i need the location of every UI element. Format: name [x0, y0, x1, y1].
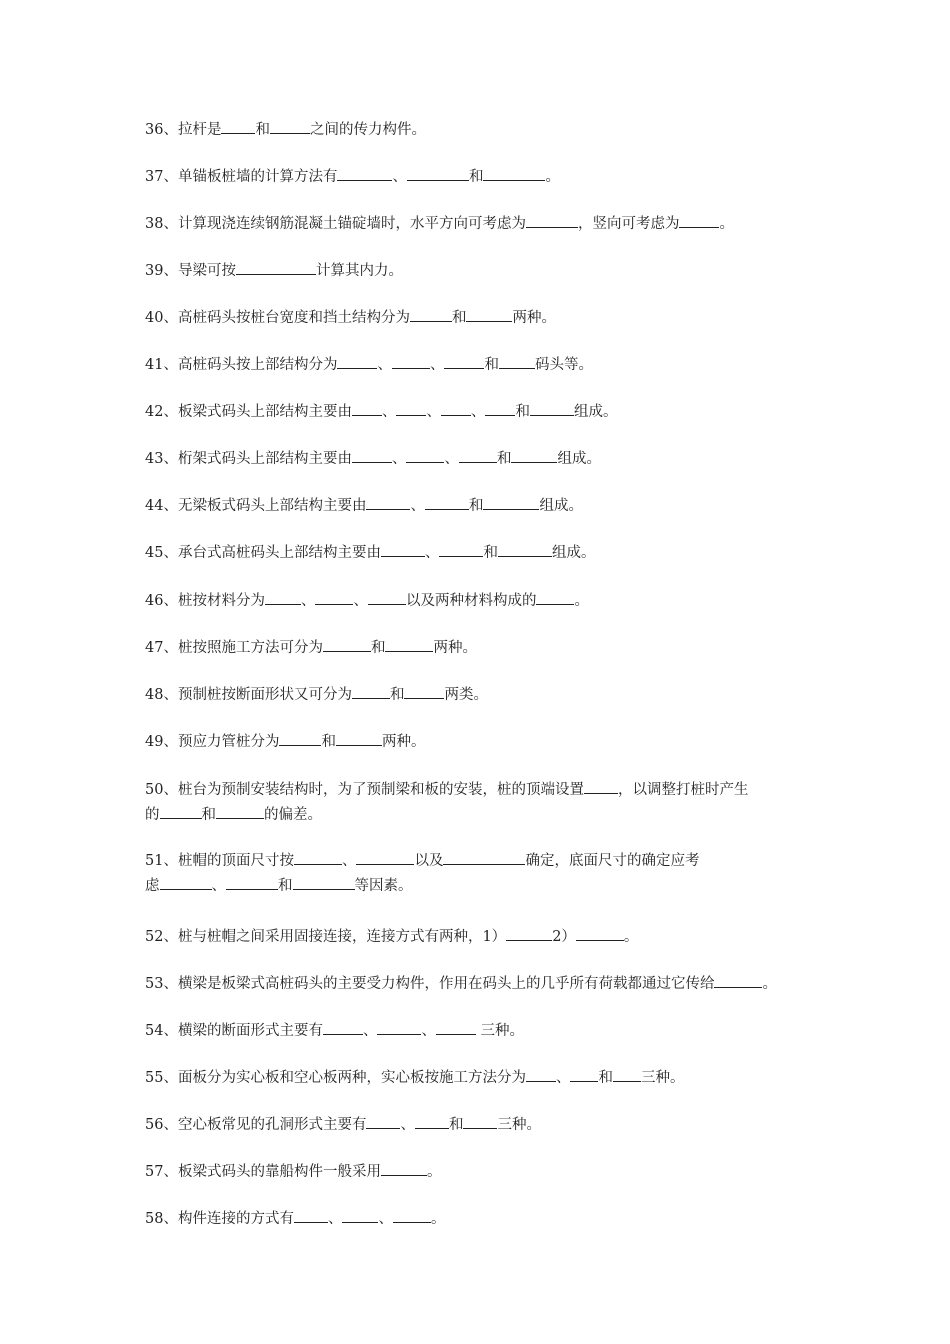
answer-blank[interactable]	[385, 637, 433, 652]
question-text: 43、桁架式码头上部结构主要由	[145, 451, 352, 467]
question-text: 和	[468, 169, 484, 185]
question-text: 和	[278, 878, 293, 894]
answer-blank[interactable]	[406, 448, 444, 463]
question-text: 和	[321, 734, 336, 750]
answer-blank[interactable]	[530, 401, 574, 416]
question-text: 41、高桩码头按上部结构分为	[145, 357, 338, 373]
question-text: 52、桩与桩帽之间采用固接连接，连接方式有两种，1）	[145, 929, 507, 945]
answer-blank[interactable]	[323, 637, 371, 652]
question-text: 39、导梁可按	[145, 263, 236, 279]
question-text: ，以调整打桩时产生	[617, 782, 749, 798]
answer-blank[interactable]	[466, 307, 512, 322]
question-text: 三种。	[640, 1070, 685, 1086]
question-48	[145, 683, 825, 708]
question-continuation	[145, 874, 825, 899]
answer-blank[interactable]	[352, 401, 382, 416]
question-text: 确定，底面尺寸的确定应考	[525, 853, 700, 869]
question-text: 和	[515, 404, 530, 420]
answer-blank[interactable]	[483, 166, 545, 181]
question-text: 56、空心板常见的孔洞形式主要有	[145, 1117, 367, 1133]
answer-blank[interactable]	[463, 1114, 497, 1129]
answer-blank[interactable]	[352, 684, 390, 699]
answer-blank[interactable]	[279, 731, 321, 746]
question-text: 53、横梁是板梁式高桩码头的主要受力构件，作用在码头上的几乎所有荷载都通过它传给	[145, 976, 715, 992]
answer-blank[interactable]	[444, 354, 484, 369]
answer-blank[interactable]	[294, 1208, 328, 1223]
question-39	[145, 259, 825, 284]
question-text: 等因素。	[354, 878, 413, 894]
question-text: 计算其内力。	[315, 263, 403, 279]
question-text: 组成。	[573, 404, 618, 420]
answer-blank[interactable]	[226, 875, 278, 890]
answer-blank[interactable]	[584, 779, 618, 794]
question-text: 50、桩台为预制安装结构时，为了预制梁和板的安装，桩的顶端设置	[145, 782, 584, 798]
question-40	[145, 306, 825, 331]
question-37	[145, 165, 825, 190]
question-text: 36、拉杆是	[145, 122, 222, 138]
answer-blank[interactable]	[221, 119, 255, 134]
question-text: 、	[426, 404, 441, 420]
answer-blank[interactable]	[216, 804, 264, 819]
answer-blank[interactable]	[352, 448, 392, 463]
question-text: 和	[389, 687, 405, 703]
answer-blank[interactable]	[265, 590, 301, 605]
question-text: 和	[451, 310, 467, 326]
answer-blank[interactable]	[570, 1067, 598, 1082]
answer-blank[interactable]	[526, 1067, 556, 1082]
question-text: 。	[426, 1164, 442, 1180]
question-text: 51、桩帽的顶面尺寸按	[145, 853, 294, 869]
answer-blank[interactable]	[498, 542, 552, 557]
question-text: 和	[448, 1117, 464, 1133]
answer-blank[interactable]	[439, 542, 483, 557]
question-text: 40、高桩码头按桩台宽度和挡土结构分为	[145, 310, 410, 326]
question-text: 和	[201, 807, 216, 823]
question-text: 两种。	[381, 734, 426, 750]
question-44	[145, 494, 825, 519]
question-text: 、	[341, 853, 357, 869]
question-text: 49、预应力管桩分为	[145, 734, 280, 750]
question-57	[145, 1160, 825, 1185]
answer-blank[interactable]	[526, 213, 578, 228]
question-text: 47、桩按照施工方法可分为	[145, 640, 323, 656]
question-text: 、	[377, 357, 392, 373]
question-text: 、	[470, 404, 486, 420]
question-47	[145, 636, 825, 661]
answer-blank[interactable]	[368, 590, 406, 605]
question-continuation	[145, 803, 825, 828]
answer-blank[interactable]	[366, 495, 410, 510]
answer-blank[interactable]	[323, 1020, 363, 1035]
question-text: 、	[421, 1023, 436, 1039]
answer-blank[interactable]	[576, 926, 624, 941]
answer-blank[interactable]	[236, 260, 316, 275]
question-text: 48、预制桩按断面形状又可分为	[145, 687, 352, 703]
answer-blank[interactable]	[270, 119, 310, 134]
answer-blank[interactable]	[337, 354, 377, 369]
answer-blank[interactable]	[679, 213, 719, 228]
answer-blank[interactable]	[443, 850, 525, 865]
question-56	[145, 1113, 825, 1138]
answer-blank[interactable]	[336, 731, 382, 746]
question-52	[145, 925, 825, 950]
question-49	[145, 730, 825, 755]
answer-blank[interactable]	[404, 684, 444, 699]
question-text: 。	[574, 593, 589, 609]
question-text: 和	[370, 640, 386, 656]
question-text: 。	[545, 169, 560, 185]
question-text: 组成。	[551, 545, 596, 561]
question-text: 和	[255, 122, 270, 138]
answer-blank[interactable]	[160, 804, 202, 819]
answer-blank[interactable]	[392, 354, 430, 369]
question-text: 、	[378, 1211, 393, 1227]
answer-blank[interactable]	[366, 1114, 400, 1129]
answer-blank[interactable]	[506, 926, 552, 941]
question-text: 以及	[414, 853, 444, 869]
question-50	[145, 778, 825, 828]
question-text: 54、横梁的断面形式主要有	[145, 1023, 323, 1039]
answer-blank[interactable]	[356, 850, 414, 865]
question-text: 、	[424, 545, 440, 561]
question-text: 以及两种材料构成的	[405, 593, 537, 609]
answer-blank[interactable]	[393, 1208, 431, 1223]
answer-blank[interactable]	[425, 495, 469, 510]
answer-blank[interactable]	[315, 590, 353, 605]
question-53	[145, 972, 825, 997]
answer-blank[interactable]	[293, 875, 355, 890]
question-text: 两类。	[444, 687, 488, 703]
question-45	[145, 541, 825, 566]
question-text: 、	[410, 498, 425, 514]
question-text: 和	[483, 545, 498, 561]
answer-blank[interactable]	[415, 1114, 449, 1129]
answer-blank[interactable]	[407, 166, 469, 181]
question-text: 、	[444, 451, 459, 467]
question-43	[145, 447, 825, 472]
answer-blank[interactable]	[485, 401, 515, 416]
question-text: 、	[555, 1070, 571, 1086]
question-38	[145, 212, 825, 237]
answer-blank[interactable]	[459, 448, 497, 463]
question-text: 。	[719, 216, 734, 232]
question-text: 的偏差。	[264, 807, 322, 823]
question-text: 、	[327, 1211, 343, 1227]
question-text: 、	[392, 169, 407, 185]
question-text: 、	[429, 357, 445, 373]
question-text: 42、板梁式码头上部结构主要由	[145, 404, 352, 420]
question-text: 和	[496, 451, 512, 467]
question-54	[145, 1019, 825, 1044]
question-text: 、	[391, 451, 407, 467]
answer-blank[interactable]	[381, 542, 425, 557]
question-41	[145, 353, 825, 378]
answer-blank[interactable]	[294, 850, 342, 865]
answer-blank[interactable]	[337, 166, 392, 181]
question-text: 之间的传力构件。	[309, 122, 426, 138]
question-text: 44、无梁板式码头上部结构主要由	[145, 498, 367, 514]
question-text: 组成。	[557, 451, 601, 467]
answer-blank[interactable]	[714, 973, 762, 988]
question-46	[145, 589, 825, 614]
question-text: 、	[211, 878, 226, 894]
question-text: 。	[762, 976, 777, 992]
question-text: ，竖向可考虑为	[577, 216, 680, 232]
question-text: 37、单锚板桩墙的计算方法有	[145, 169, 338, 185]
question-text: 和	[598, 1070, 613, 1086]
question-text: 55、面板分为实心板和空心板两种，实心板按施工方法分为	[145, 1070, 526, 1086]
question-text: 和	[484, 357, 499, 373]
answer-blank[interactable]	[536, 590, 574, 605]
question-42	[145, 400, 825, 425]
question-text: 三种。	[497, 1117, 541, 1133]
question-text: 码头等。	[534, 357, 593, 373]
question-text: 虑	[145, 878, 160, 894]
question-text: 58、构件连接的方式有	[145, 1211, 294, 1227]
question-text: 46、桩按材料分为	[145, 593, 265, 609]
question-text: 、	[381, 404, 397, 420]
question-text: 。	[430, 1211, 446, 1227]
answer-blank[interactable]	[160, 875, 212, 890]
question-36	[145, 118, 825, 143]
question-text: 两种。	[433, 640, 477, 656]
question-58	[145, 1207, 825, 1232]
answer-blank[interactable]	[511, 448, 557, 463]
question-text: 。	[623, 929, 639, 945]
answer-blank[interactable]	[613, 1067, 641, 1082]
answer-blank[interactable]	[342, 1208, 378, 1223]
question-text: 两种。	[512, 310, 556, 326]
question-text: 、	[400, 1117, 415, 1133]
answer-blank[interactable]	[410, 307, 452, 322]
question-55	[145, 1066, 825, 1091]
question-text: 2）	[552, 929, 576, 945]
answer-blank[interactable]	[483, 495, 539, 510]
answer-blank[interactable]	[377, 1020, 421, 1035]
question-text: 、	[300, 593, 316, 609]
question-text: 、	[362, 1023, 378, 1039]
question-text: 、	[353, 593, 368, 609]
question-text: 组成。	[539, 498, 583, 514]
answer-blank[interactable]	[441, 401, 471, 416]
question-text: 38、计算现浇连续钢筋混凝土锚碇墙时，水平方向可考虑为	[145, 216, 526, 232]
answer-blank[interactable]	[499, 354, 535, 369]
answer-blank[interactable]	[396, 401, 426, 416]
answer-blank[interactable]	[381, 1161, 427, 1176]
question-text: 和	[468, 498, 484, 514]
question-text: 三种。	[475, 1023, 525, 1039]
question-text: 57、板梁式码头的靠船构件一般采用	[145, 1164, 381, 1180]
question-text: 45、承台式高桩码头上部结构主要由	[145, 545, 381, 561]
question-51	[145, 849, 825, 899]
answer-blank[interactable]	[436, 1020, 476, 1035]
question-text: 的	[145, 807, 160, 823]
